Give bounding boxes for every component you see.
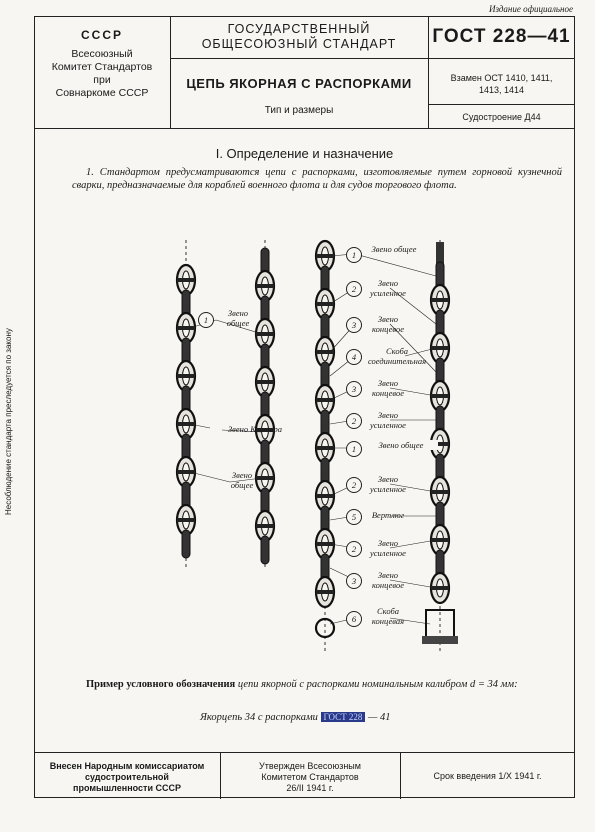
- chain-b: [256, 240, 274, 567]
- callout-label: Звено усиленное: [370, 278, 406, 298]
- callout-number: 4: [346, 349, 362, 365]
- callout-number: 2: [346, 477, 362, 493]
- example-paragraph: [72, 678, 562, 691]
- callout-label: Звено общее: [230, 470, 254, 490]
- side-legal-note: Несоблюдение стандарта преследуется по закону: [4, 328, 13, 515]
- callout-number: 3: [346, 381, 362, 397]
- callout-number: 1: [346, 247, 362, 263]
- document-title: ЦЕПЬ ЯКОРНАЯ С РАСПОРКАМИ: [186, 76, 412, 91]
- chain-a: [177, 240, 195, 567]
- callout-number: 2: [346, 541, 362, 557]
- callout-number: 1: [346, 441, 362, 457]
- chain-c: [316, 240, 334, 652]
- designation-prefix: Якорцепь 34 с распорками: [200, 712, 318, 723]
- callout-label: Звено концевое: [372, 314, 404, 334]
- callout-label: Звено концевое: [372, 378, 404, 398]
- footer-block: [34, 752, 575, 799]
- gost-number: ГОСТ 228—41: [432, 26, 571, 47]
- section-paragraph: 1. Стандартом предусматриваются цепи с распорками, изготовляемые путем горновой кузнечной сварки, предназначаемые для кораблей военного флота и для судов торгового флота.: [72, 167, 562, 191]
- edition-note: Издание официальное: [488, 4, 573, 14]
- callout-label: Скоба концевая: [371, 606, 405, 626]
- callout-number: 3: [346, 317, 362, 333]
- ussr-label: СССР: [80, 28, 123, 42]
- callout-label: Звено концевое: [372, 570, 404, 590]
- callout-number: 6: [346, 611, 362, 627]
- introduced-by: Внесен Народным комиссариатом судостроительной промышленности СССР: [49, 761, 205, 793]
- approved-by: Утвержден Всесоюзным Комитетом Стандартов 26/II 1941 г.: [259, 761, 361, 793]
- callout-label: Звено усиленное: [370, 538, 406, 558]
- callout-label: Звено усиленное: [370, 474, 406, 494]
- example-text: цепи якорной с распорками номинальным калибром d = 34 мм:: [235, 679, 518, 690]
- industry-code: Судостроение Д44: [462, 112, 541, 122]
- example-lead: Пример условного обозначения: [86, 679, 236, 690]
- designation-gost-mark: ГОСТ 228: [321, 712, 366, 722]
- header-block: [34, 16, 575, 129]
- designation-line: [200, 712, 390, 723]
- replaces-note: Взамен ОСТ 1410, 1411, 1413, 1414: [450, 73, 553, 95]
- callout-label: Скоба соединительная: [367, 346, 427, 366]
- callout-number: 3: [346, 573, 362, 589]
- callout-number: 2: [346, 281, 362, 297]
- designation-suffix: — 41: [368, 712, 391, 723]
- callout-label: Звено общее: [364, 440, 438, 450]
- callout-label: Звено общее: [371, 244, 417, 254]
- callout-number: 5: [346, 509, 362, 525]
- callout-label: Звено Кентера: [227, 424, 283, 434]
- document-subtitle: Тип и размеры: [264, 105, 334, 116]
- callout-label: Звено усиленное: [370, 410, 406, 430]
- section-title: I. Определение и назначение: [215, 146, 394, 161]
- callout-number: 1: [198, 312, 214, 328]
- standard-type: ГОСУДАРСТВЕННЫЙ ОБЩЕСОЮЗНЫЙ СТАНДАРТ: [201, 22, 397, 51]
- callout-label: Вертлюг: [371, 510, 405, 520]
- committee-name: Всесоюзный Комитет Стандартов при Совнаркоме СССР: [51, 48, 153, 99]
- effective-date: Срок введения 1/X 1941 г.: [433, 771, 542, 781]
- callout-number: 2: [346, 413, 362, 429]
- callout-label: Звено общее: [226, 308, 250, 328]
